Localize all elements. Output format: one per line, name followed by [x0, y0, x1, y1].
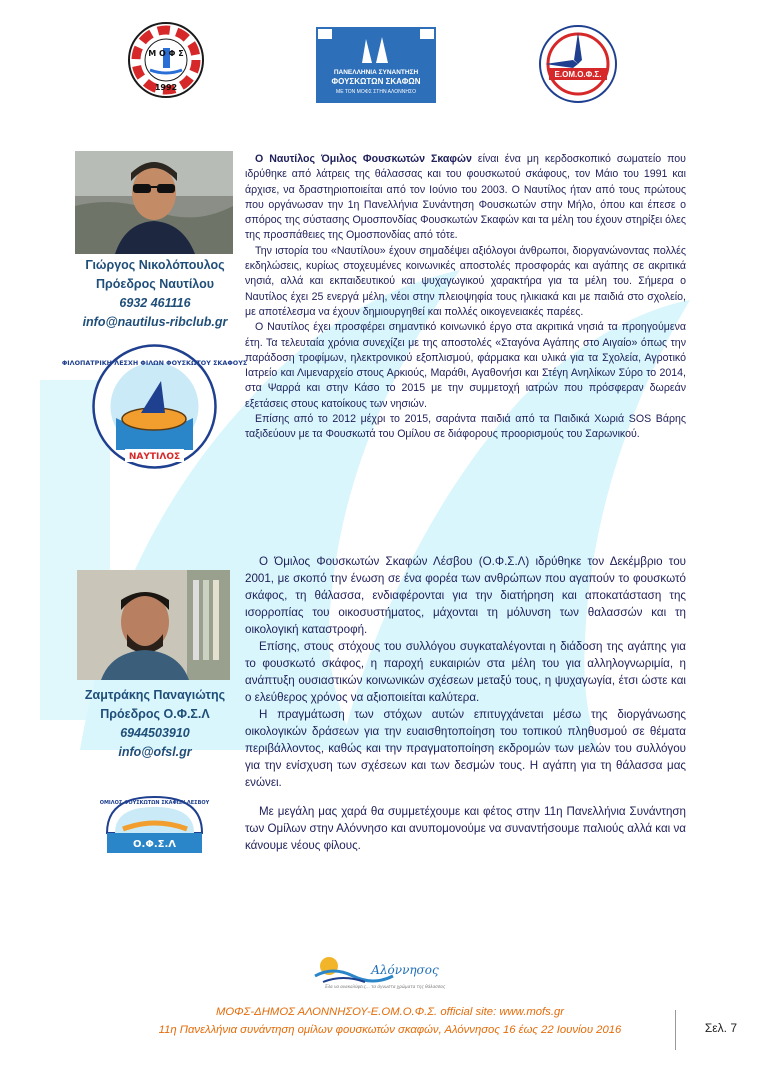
- nautilos-paragraph-3: Ο Ναυτίλος έχει προσφέρει σημαντικό κοινωνικό έργο στα ακριτικά νησιά τα προηγούμενα έτη. Τα τελευταία χρόνια συνεχίζει με της αποστολές «Σταγόνα Αγάπης στο Αιγαίο» όπως την παράδοση τροφίμων, ηλεκτρονικού εξοπλισμού, φάρμακα και υλικά για τα Σχολεία, Αγροτικό Ιατρείο και Λιμεναρχείο στους Αρκιούς, Μαράθι, Αγαθονήσι και Στέγη Ανηλίκων Σύρο το 2014, στα Ψαρρά και στην Κάσο το 2015 με την συμμετοχή ιατρών που πρόσφεραν δωρεάν εξετάσεις στους κατοίκους των νησιών.: [245, 321, 686, 410]
- banner-text-line-1: ΠΑΝΕΛΛΗΝΙΑ ΣΥΝΑΝΤΗΣΗ: [333, 69, 419, 76]
- alonnisos-logo: [313, 950, 448, 992]
- nautilos-ring-text: ΦΙΛΟΠΑΤΡΙΚΗ ΛΕΣΧΗ ΦΙΛΩΝ ΦΟΥΣΚΩΤΟΥ ΣΚΑΦΟΥΣ: [61, 359, 248, 367]
- panhellenic-meeting-banner-logo: [316, 27, 436, 103]
- person2-email[interactable]: info@ofsl.gr: [118, 745, 192, 759]
- eomofs-logo: [535, 24, 621, 104]
- ofsl-paragraph-1: Ο Όμιλος Φουσκωτών Σκαφών Λέσβου (Ο.Φ.Σ.Λ) ιδρύθηκε τον Δεκέμβριο του 2001, με σκοπό την ένωση σε ένα φορέα των ανθρώπων που αγαπούν το φουσκωτό σκάφος, τη θάλασσα, ενδιαφέρονται για την διατήρηση και αποκατάσταση της ισορροπίας του οικοσυστήματος, μάχονται τη μόλυνση των θαλασσών και τη οικολογική καταστροφή.: [245, 555, 686, 636]
- nautilos-lead: Ο Ναυτίλος Όμιλος Φουσκωτών Σκαφών: [255, 153, 472, 165]
- alonnisos-logo-tagline: Έλα να ανακαλύψεις... τα άγνωστα χρώματα της θάλασσας: [324, 984, 446, 989]
- alonnisos-logo-name: Αλόννησος: [371, 963, 439, 977]
- person2-photo: [77, 570, 230, 680]
- eomofs-logo-text: Ε.ΟΜ.Ο.Φ.Σ.: [554, 70, 602, 79]
- ofsl-paragraph-2: Επίσης, στους στόχους του συλλόγου συγκαταλέγονται η διάδοση της αγάπης για το φουσκωτό σκάφος, η παροχή ευκαιριών στα μέλη του για αλληλογνωριμία, η ανάπτυξη ουσιαστικών κοινωνικών σχέσεων μεταξύ τους, η ψυχαγωγία, έτσι ώστε και ο ελεύθερος χρόνος να αξιοποιείται καλύτερα.: [245, 640, 686, 704]
- person1-role: Πρόεδρος Ναυτίλου: [96, 277, 214, 291]
- banner-text-line-2: ΦΟΥΣΚΩΤΩΝ ΣΚΑΦΩΝ: [331, 77, 421, 86]
- banner-text-line-3: ΜΕ ΤΟΝ ΜΟΦΣ ΣΤΗΝ ΑΛΟΝΝΗΣΟ: [336, 89, 416, 95]
- nautilos-paragraph-1-text: είναι ένα μη κερδοσκοπικό σωματείο που ιδρύθηκε από λάτρεις της θάλασσας και του φουσκωτού σκάφους, τον Μάιο του 1991 και άρχισε, να δραστηριοποιείται από τον Ιούνιο του 2003. Ο Ναυτίλος ήταν από τους πρώτους που οργάνωσαν την 1η Πανελλήνια Συνάντηση Φουσκωτών στην Μήλο, όπου και έπεσε ο σπόρος της σύστασης Ομοσπονδίας Φουσκωτών Σκαφών και τα μέλη του έχουν στηρίξει όλες της προσπάθειες της Ομοσπονδίας από τότε.: [245, 153, 686, 242]
- nautilos-name-text: ΝΑΥΤΙΛΟΣ: [128, 452, 181, 462]
- ofsl-paragraph-4: Με μεγάλη μας χαρά θα συμμετέχουμε και φέτος στην 11η Πανελλήνια Συνάντηση των Ομίλων στην Αλόννησο και ανυπομονούμε να συναντήσουμε παλιούς αλλά και να κάνουμε νέους φίλους.: [245, 805, 686, 852]
- ofsl-club-logo: [99, 793, 210, 855]
- nautilos-paragraph-2: Την ιστορία του «Ναυτίλου» έχουν σημαδέψει αξιόλογοι άνθρωποι, διοργανώνοντας πολλές εκδηλώσεις, κυρίως στοχευμένες κοινωνικές αποστολές προσφοράς και αγάπης σε ακριτικά νησιά, αλλά και εκπαιδευτικού και ψυχαγωγικού χαρακτήρα για τα μέλη του. Σήμερα ο Ναυτίλος έχει 25 ενεργά μέλη, νέοι στην πλειοψηφία τους ηλικιακά και με παιδιά στο σχολείο, με αποτέλεσμα να έχουν δημιουργηθεί και πολλές οικογενειακές παρέες.: [245, 244, 686, 318]
- nautilos-club-logo: [61, 343, 248, 470]
- ofsl-name-text: Ο.Φ.Σ.Λ: [133, 839, 176, 850]
- person1-card: [45, 256, 265, 332]
- ofsl-description: [245, 553, 686, 854]
- nautilos-description: [245, 152, 686, 443]
- person1-photo: [75, 151, 233, 254]
- person1-email[interactable]: info@nautilus-ribclub.gr: [82, 315, 228, 329]
- mofs-logo-year: 1992: [154, 83, 178, 92]
- person2-card: [45, 686, 265, 762]
- footer-divider: [675, 1010, 676, 1050]
- person2-phone: 6944503910: [120, 726, 190, 740]
- mofs-logo-text: Μ Ο Φ Σ: [148, 49, 184, 58]
- page-number: Σελ. 7: [704, 1021, 737, 1035]
- person2-name: Ζαμτράκης Παναγιώτης: [84, 688, 226, 702]
- nautilos-paragraph-1: [245, 152, 686, 244]
- ofsl-paragraph-3: Η πραγμάτωση των στόχων αυτών επιτυγχάνεται μέσω της διοργάνωσης οικολογικών δράσεων για την ευαισθητοποίηση του τοπικού πληθυσμού σε θέματα περιβάλλοντος, καθώς και την πραγματοποίηση εκδρομών των μελών του συλλόγου για την ενίσχυση των σχέσεων και των δεσμών τους. Η αγάπη για τη θάλασσα μας ενώνει.: [245, 708, 686, 789]
- person1-name: Γιώργος Νικολόπουλος: [85, 258, 225, 272]
- person1-phone: 6932 461116: [119, 296, 191, 310]
- footer-line-2: 11η Πανελλήνια συνάντηση ομίλων φουσκωτών σκαφών, Αλόννησος 16 έως 22 Ιουνίου 2016: [158, 1024, 622, 1036]
- nautilos-paragraph-4: Επίσης από το 2012 μέχρι το 2015, σαράντα παιδιά από τα Παιδικά Χωριά SOS Βάρης ταξιδεύουν με τα Φουσκωτά του Ομίλου σε διάφορους προορισμούς του Σαρωνικού.: [245, 413, 686, 441]
- mofs-logo: [126, 20, 206, 100]
- footer-line-1: ΜΟΦΣ-ΔΗΜΟΣ ΑΛΟΝΝΗΣΟΥ-Ε.ΟΜ.Ο.Φ.Σ. official site: www.mofs.gr: [215, 1006, 565, 1018]
- ofsl-ring-text: ΟΜΙΛΟΣ ΦΟΥΣΚΩΤΩΝ ΣΚΑΦΩΝ ΛΕΣΒΟΥ: [99, 800, 210, 806]
- person2-role: Πρόεδρος Ο.Φ.Σ.Λ: [100, 707, 210, 721]
